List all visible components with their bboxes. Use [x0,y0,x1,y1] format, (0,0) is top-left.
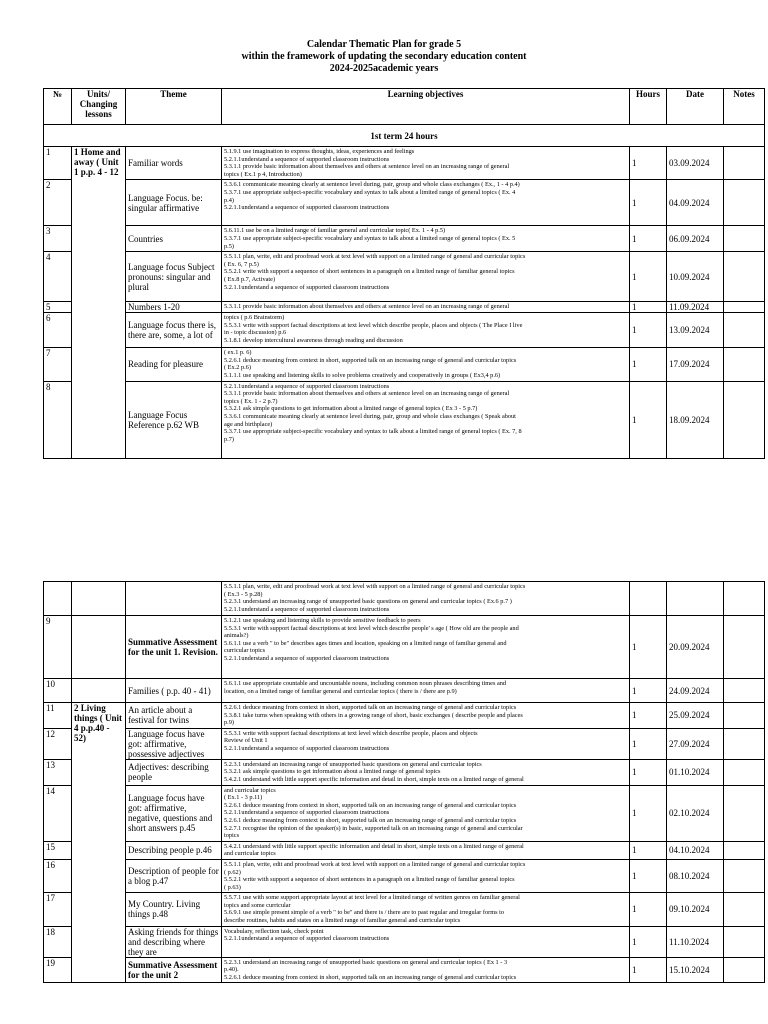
learning-objectives [222,381,630,458]
lesson-date: 13.09.2024 [667,313,724,348]
lesson-number: 15 [44,841,72,859]
objective-line: in - topic discussion) p.6 [224,329,287,337]
objective-line: 5.3.2.1 ask simple questions to get information about a limited range of general topics [224,768,441,776]
objective-line: 5.6.9.1 use simple present simple of a verb " to be" and there is / there are to past regular and irregular forms to [224,909,505,917]
lesson-hours: 1 [630,859,667,892]
objective-line: 5.2.6.1 deduce meaning from context in short, supported talk on an increasing range of general and curricular topics [224,973,517,981]
objective-line: p.40). [224,966,239,974]
lesson-hours: 1 [630,252,667,302]
col-header-notes: Notes [724,89,765,125]
lesson-theme: Summative Assessment for the unit 1. Revision. [126,616,222,679]
plan-table-1 [43,88,765,459]
objective-line: ( Ex.1 - 3 p.11) [224,794,263,802]
lesson-hours: 1 [630,679,667,703]
table-row [44,302,765,313]
objective-line: and curricular topics [224,850,276,858]
lesson-number: 2 [44,180,72,226]
objective-line: 5.5.1.1 plan, write, edit and proofread work at text level with support on a limited range of general and curricular topics [224,860,526,868]
table-row [44,926,765,957]
objective-line: ( ex.1 p. 6) [224,349,252,357]
lesson-date: 06.09.2024 [667,226,724,252]
lesson-theme: Familiar words [126,147,222,180]
lesson-notes [724,147,765,180]
objective-line: 5.3.8.1 take turns when speaking with others in a growing range of short, basic exchanges ( describe people and places [224,711,523,719]
col-header-no: № [44,89,72,125]
learning-objectives [222,226,630,252]
lesson-notes [724,859,765,892]
table-row [44,893,765,926]
lesson-notes [724,180,765,226]
lesson-date: 04.09.2024 [667,180,724,226]
objective-line: location, on a limited range of familiar general and curricular topics ( there is / there are p.9) [224,687,457,695]
lesson-theme: Describing people p.46 [126,841,222,859]
learning-objectives [222,616,630,679]
lesson-theme: Description of people for a blog p.47 [126,859,222,892]
lesson-date: 27.09.2024 [667,728,724,759]
learning-objectives [222,147,630,180]
learning-objectives [222,759,630,785]
table-row [44,841,765,859]
lesson-hours: 1 [630,348,667,381]
lesson-notes [724,252,765,302]
lesson-theme [126,582,222,616]
table-row [44,180,765,226]
lesson-number: 18 [44,926,72,957]
lesson-number: 19 [44,957,72,983]
objective-line: 5.2.1.1understand a sequence of supported classroom instructions [224,155,390,163]
col-header-hours: Hours [630,89,667,125]
lesson-hours: 1 [630,180,667,226]
learning-objectives [222,313,630,348]
objective-line: 5.3.7.1 use appropriate subject-specific vocabulary and syntax to talk about a limited range of general topics ( Ex. 7, 8 [224,428,522,436]
objective-line: describe routines, habits and states on a limited range of familiar general and curricular topics [224,917,461,925]
objective-line: 5.2.3.1 understand an increasing range of unsupported basic questions on general and curricular topics [224,760,482,768]
lesson-hours: 1 [630,728,667,759]
lesson-hours: 1 [630,926,667,957]
objective-line: 5.4.2.1 understand with little support specific information and detail in short, simple texts on a limited range of general [224,842,524,850]
objective-line: Review of Unit 1 [224,737,268,745]
lesson-date [667,582,724,616]
objective-line: p.4) [224,196,234,204]
objective-line: 5.3.6.1 communicate meaning clearly at sentence level during, pair, group and whole class exchanges ( Ex., 1 - 4 p.4) [224,181,520,189]
lesson-theme: Adjectives: describing people [126,759,222,785]
lesson-number: 5 [44,302,72,313]
objective-line: topics ( Ex.1 p 4, Introduction) [224,170,302,178]
unit-cell [72,679,126,703]
lesson-number: 16 [44,859,72,892]
lesson-hours: 1 [630,147,667,180]
table-row [44,703,765,729]
lesson-theme: An article about a festival for twins [126,703,222,729]
objective-line: 5.3.1.1 provide basic information about themselves and others at sentence level on an increasing range of general [224,390,510,398]
lesson-hours: 1 [630,893,667,926]
objective-line: 5.3.1.1 provide basic information about themselves and others at sentence level on an increasing range of general [224,163,510,171]
lesson-theme: Language focus there is, there are, some, a lot of [126,313,222,348]
lesson-number: 10 [44,679,72,703]
objective-line: 5.2.1.1understand a sequence of supported classroom instructions [224,382,390,390]
objective-line: topics ( Ex. 1 - 2 p.7) [224,397,278,405]
learning-objectives [222,582,630,616]
lesson-date: 02.10.2024 [667,785,724,841]
objective-line: 5.6.1.1 use appropriate countable and uncountable nouns, including common noun phrases describing times and [224,680,507,687]
lesson-theme: Asking friends for things and describing where they are [126,926,222,957]
table-row [44,616,765,679]
objective-line: p.5) [224,242,234,250]
objective-line: ( Ex.8 p.7, Activate) [224,275,276,283]
objective-line: and curricular topics [224,786,276,794]
lesson-number: 7 [44,348,72,381]
objective-line: 5.2.1.1understand a sequence of supported classroom instructions [224,204,390,212]
unit-cell [72,616,126,679]
table-row [44,252,765,302]
lesson-notes [724,759,765,785]
objective-line: 5.6.11.1 use be on a limited range of familiar general and curricular topic( Ex. 1 - 4 p.5) [224,227,446,235]
objective-line: topics and some curricular [224,901,291,909]
objective-line: 5.2.6.1 deduce meaning from context in short, supported talk on an increasing range of general and curricular topics [224,704,517,711]
lesson-notes [724,893,765,926]
lesson-date: 04.10.2024 [667,841,724,859]
objective-line: 5.1.8.1 develop intercultural awareness through reading and discussion [224,336,403,344]
objective-line: curricular topics [224,647,266,655]
lesson-theme: Summative Assessment for the unit 2 [126,957,222,983]
objective-line: topics ( p.6 Brainstorm) [224,314,285,322]
plan-table-2 [43,581,765,983]
lesson-notes [724,679,765,703]
lesson-theme: My Country. Living things p.48 [126,893,222,926]
lesson-date: 17.09.2024 [667,348,724,381]
objective-line: 5.3.7.1 use appropriate subject-specific vocabulary and syntax to talk about a limited range of general topics ( Ex. 5 [224,234,516,242]
objective-line: 5.3.6.1 communicate meaning clearly at sentence level during, pair, group and whole class exchanges ( Speak about [224,412,516,420]
table-row [44,859,765,892]
lesson-hours: 1 [630,381,667,458]
lesson-notes [724,226,765,252]
lesson-hours: 1 [630,226,667,252]
objective-line: 5.2.3.1 understand an increasing range of unsupported basic questions on general and curricular topics ( Ex.6 p.7 ) [224,598,512,606]
objective-line: 5.2.6.1 deduce meaning from context in short, supported talk on an increasing range of general and curricular topics [224,801,517,809]
objective-line: 5.2.1.1understand a sequence of supported classroom instructions [224,283,390,291]
lesson-notes [724,302,765,313]
lesson-notes [724,313,765,348]
objective-line: 5.5.2.1 write with support a sequence of short sentences in a paragraph on a limited range of familiar general topics [224,268,515,276]
learning-objectives [222,703,630,729]
objective-line: p.7) [224,435,234,443]
lesson-notes [724,616,765,679]
lesson-number: 3 [44,226,72,252]
objective-line: 5.3.1.1 provide basic information about themselves and others at sentence level on an increasing range of general [224,303,510,311]
objective-line: 5.4.2.1 understand with little support specific information and detail in short, simple texts on a limited range of general [224,775,524,783]
header-row [44,89,765,125]
objective-line: 5.3.2.1 ask simple questions to get information about a limited range of general topics ( Ex 3 - 5 p.7) [224,405,478,413]
objective-line: ( p.62) [224,868,241,876]
document-subtitle: within the framework of updating the secondary education content [241,51,527,62]
objective-line: 5.5.2.1 write with support a sequence of short sentences in a paragraph on a limited range of familiar general topics [224,876,515,884]
term-heading: 1st term 24 hours [44,125,765,147]
lesson-date: 01.10.2024 [667,759,724,785]
unit-name: 1 Home and away ( Unit 1 p.p. 4 - 12 [72,147,126,459]
lesson-number: 9 [44,616,72,679]
lesson-date: 08.10.2024 [667,859,724,892]
objective-line: 5.6.1.1 use a verb " to be" describes ages times and location, speaking on a limited range of familiar general and [224,639,507,647]
learning-objectives [222,926,630,957]
lesson-theme: Language focus have got: affirmative, possessive adjectives [126,728,222,759]
objective-line: 5.5.1.1 plan, write, edit and proofread work at text level with support on a limited range of general and curricular topics [224,253,526,261]
document-title: Calendar Thematic Plan for grade 5 [306,39,462,50]
table-row [44,313,765,348]
objective-line: ( p.63) [224,883,241,891]
lesson-theme: Families ( p.p. 40 - 41) [126,679,222,703]
academic-year: 2024-2025academic years [329,63,439,74]
objective-line: 5.3.7.1 use appropriate subject-specific vocabulary and syntax to talk about a limited range of general topics ( Ex. 4 [224,188,516,196]
learning-objectives [222,180,630,226]
objective-line: 5.1.1.1 use speaking and listening skills to solve problems creatively and cooperatively in groups ( Ex3,4 p.6) [224,371,501,379]
lesson-hours: 1 [630,759,667,785]
lesson-date: 20.09.2024 [667,616,724,679]
learning-objectives [222,348,630,381]
unit-name: 2 Living things ( Unit 4 p.p.40 - 52) [72,703,126,983]
col-header-theme: Theme [126,89,222,125]
objective-line: 5.2.6.1 deduce meaning from context in short, supported talk on an increasing range of general and curricular topics [224,816,517,824]
table-row [44,381,765,458]
lesson-notes [724,703,765,729]
objective-line: 5.5.3.1 write with support factual descriptions at text level which describe people' s age ( How old are the people and [224,624,519,632]
table-row [44,785,765,841]
lesson-theme: Reading for pleasure [126,348,222,381]
lesson-theme: Language Focus. be: singular affirmative [126,180,222,226]
unit-cell [72,582,126,616]
objective-line: ( Ex.2 p.6) [224,364,251,372]
objective-line: 5.5.7.1 use with some support appropriate layout at text level for a limited range of written genres on familiar general [224,894,520,902]
col-header-objectives: Learning objectives [222,89,630,125]
objective-line: 5.2.1.1understand a sequence of supported classroom instructions [224,935,390,943]
lesson-notes [724,785,765,841]
lesson-notes [724,582,765,616]
lesson-number: 12 [44,728,72,759]
objective-line: animals?) [224,632,249,640]
objective-line: p.9) [224,719,234,727]
learning-objectives [222,893,630,926]
lesson-hours: 1 [630,616,667,679]
objective-line: age and birthplace) [224,420,273,428]
col-header-units: Units/ Changing lessons [72,89,126,125]
lesson-notes [724,926,765,957]
lesson-date: 25.09.2024 [667,703,724,729]
table-row [44,147,765,180]
objective-line: ( Ex.3 - 5 p.28) [224,590,263,598]
lesson-number: 6 [44,313,72,348]
term-row [44,125,765,147]
learning-objectives [222,679,630,703]
learning-objectives [222,252,630,302]
lesson-date: 10.09.2024 [667,252,724,302]
lesson-hours: 1 [630,785,667,841]
lesson-number: 14 [44,785,72,841]
table-row [44,582,765,616]
lesson-hours: 1 [630,703,667,729]
lesson-notes [724,728,765,759]
lesson-number [44,582,72,616]
table-row [44,226,765,252]
objective-line: 5.5.1.1 plan, write, edit and proofread work at text level with support on a limited range of general and curricular topics [224,583,526,590]
objective-line: 5.2.1.1understand a sequence of supported classroom instructions [224,809,390,817]
col-header-date: Date [667,89,724,125]
lesson-date: 18.09.2024 [667,381,724,458]
objective-line: 5.2.1.1understand a sequence of supported classroom instructions [224,605,390,613]
lesson-date: 15.10.2024 [667,957,724,983]
objective-line: 5.2.1.1understand a sequence of supported classroom instructions [224,654,390,662]
lesson-theme: Language Focus Reference p.62 WB [126,381,222,458]
lesson-number: 1 [44,147,72,180]
objective-line: 5.2.3.1 understand an increasing range of unsupported basic questions on general and curricular topics ( Ex 1 - 3 [224,958,508,966]
table-row [44,728,765,759]
lesson-notes [724,381,765,458]
lesson-number: 17 [44,893,72,926]
objective-line: topics [224,832,240,840]
lesson-date: 24.09.2024 [667,679,724,703]
lesson-date: 09.10.2024 [667,893,724,926]
learning-objectives [222,302,630,313]
lesson-theme: Language focus Subject pronouns: singular and plural [126,252,222,302]
lesson-hours: 1 [630,302,667,313]
lesson-hours: 1 [630,313,667,348]
learning-objectives [222,957,630,983]
learning-objectives [222,785,630,841]
lesson-notes [724,841,765,859]
lesson-theme: Language focus have got: affirmative, negative, questions and short answers p.45 [126,785,222,841]
objective-line: 5.5.3.1 write with support factual descriptions at text level which describe people, places and objects [224,729,478,737]
lesson-notes [724,957,765,983]
lesson-hours: 1 [630,957,667,983]
objective-line: Vocabulary, reflection task, check point [224,927,324,935]
lesson-number: 11 [44,703,72,729]
lesson-notes [724,348,765,381]
objective-line: ( Ex. 6, 7 p.5) [224,260,259,268]
learning-objectives [222,728,630,759]
objective-line: 5.1.2.1 use speaking and listening skills to provide sensitive feedback to peers [224,617,421,624]
lesson-theme: Countries [126,226,222,252]
lesson-number: 8 [44,381,72,458]
table-row [44,957,765,983]
learning-objectives [222,859,630,892]
table-row [44,759,765,785]
lesson-date: 11.09.2024 [667,302,724,313]
objective-line: 5.1.9.1 use imagination to express thoughts, ideas, experiences and feelings [224,148,415,155]
lesson-number: 13 [44,759,72,785]
lesson-theme: Numbers 1-20 [126,302,222,313]
lesson-hours [630,582,667,616]
learning-objectives [222,841,630,859]
objective-line: 5.2.6.1 deduce meaning from context in short, supported talk on an increasing range of general and curricular topics [224,356,517,364]
table-row [44,679,765,703]
objective-line: 5.2.7.1 recognise the opinion of the speaker(s) in basic, supported talk on an increasing range of general and curricular [224,824,523,832]
lesson-date: 11.10.2024 [667,926,724,957]
lesson-number: 4 [44,252,72,302]
lesson-date: 03.09.2024 [667,147,724,180]
objective-line: 5.5.3.1 write with support factual descriptions at text level which describe people, places and objects ( The Place I live [224,321,523,329]
table-row [44,348,765,381]
lesson-hours: 1 [630,841,667,859]
objective-line: 5.2.1.1understand a sequence of supported classroom instructions [224,744,390,752]
